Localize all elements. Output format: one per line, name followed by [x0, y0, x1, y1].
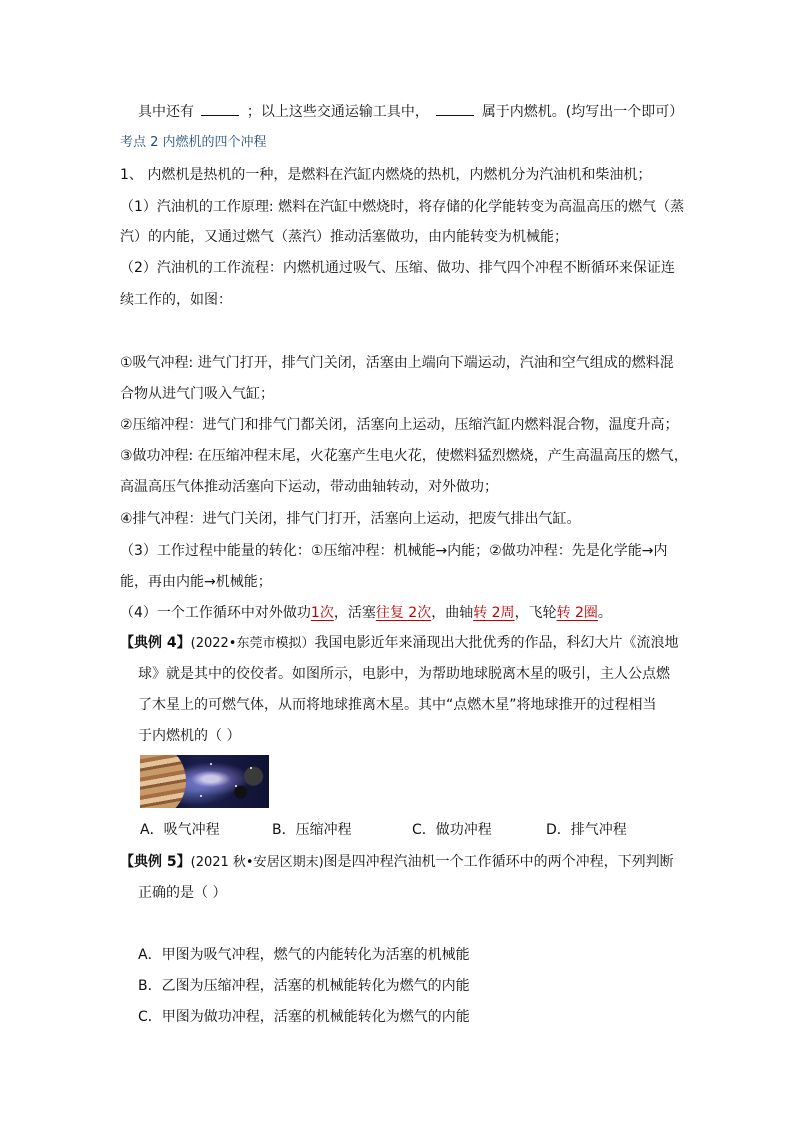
example-tag: 【典例 4】 — [120, 635, 191, 651]
stroke-power-cont: 高温高压气体推动活塞向下运动，带动曲轴转动，对外做功； — [120, 479, 498, 495]
example4-option-b[interactable]: B．压缩冲程 — [272, 822, 352, 838]
example5-option-c[interactable]: C．甲图为做功冲程，活塞的机械能转化为燃气的内能 — [138, 1009, 470, 1025]
text: ；以上这些交通运输工具中， — [246, 104, 429, 120]
stroke-exhaust: ④排气冲程：进气门关闭，排气门打开，活塞向上运动，把废气排出气缸。 — [120, 511, 581, 527]
paragraph: 续工作的，如图： — [120, 292, 232, 308]
energy-conversion: （3）工作过程中能量的转化：①压缩冲程：机械能→内能；②做功冲程：先是化学能→内 — [120, 543, 668, 559]
text: 我国电影近年来涌现出大批优秀的作品，科幻大片《流浪地 — [314, 635, 679, 651]
text: ，飞轮 — [514, 605, 557, 621]
example5-question — [120, 853, 674, 872]
highlight-value: 往复 2次 — [375, 605, 432, 621]
example-tag: 【典例 5】 — [120, 854, 191, 870]
answer-blank[interactable] — [436, 103, 474, 116]
example-source: (2021 秋•安居区期末) — [190, 855, 324, 870]
paragraph: （2）汽油机的工作流程：内燃机通过吸气、压缩、做功、排气四个冲程不断循环来保证连 — [120, 260, 675, 276]
example5-option-a[interactable]: A．甲图为吸气冲程，燃气的内能转化为活塞的机械能 — [138, 947, 470, 963]
example4-question — [120, 634, 678, 653]
paragraph: （1）汽油机的工作原理: 燃料在汽缸中燃烧时，将存储的化学能转变为高温高压的燃气（蒸 — [120, 199, 685, 215]
text: 属于内燃机。(均写出一个即可） — [481, 104, 684, 120]
highlight-value: 1次 — [310, 605, 334, 621]
example4-question-cont: 于内燃机的（ ） — [138, 728, 241, 744]
star — [235, 785, 237, 787]
text: 。 — [597, 605, 612, 621]
jupiter-space-image — [140, 755, 269, 808]
section-heading: 考点 2 内燃机的四个冲程 — [120, 135, 267, 150]
jupiter-planet — [140, 755, 186, 808]
answer-blank[interactable] — [201, 103, 239, 116]
fill-in-line — [138, 103, 683, 121]
highlight-value: 转 2圈 — [556, 605, 598, 621]
stroke-compression: ②压缩冲程：进气门和排气门都关闭，活塞向上运动，压缩汽缸内燃料混合物，温度升高； — [120, 417, 679, 433]
example4-question-cont: 了木星上的可燃气体，从而将地球推离木星。其中“点燃木星”将地球推开的过程相当 — [138, 697, 657, 713]
example5-question-cont: 正确的是（ ） — [138, 885, 227, 901]
paragraph: 汽）的内能，又通过燃气（蒸汽）推动活塞做功，由内能转变为机械能； — [120, 229, 568, 245]
highlight-value: 转 2周 — [473, 605, 515, 621]
text: 图是四冲程汽油机一个工作循环中的两个冲程，下列判断 — [323, 854, 674, 870]
stroke-intake-cont: 合物从进气门吸入气缸； — [120, 386, 274, 402]
example-source: (2022•东莞市模拟） — [190, 636, 315, 651]
example4-question-cont: 球》就是其中的佼佼者。如图所示，电影中，为帮助地球脱离木星的吸引，主人公点燃 — [138, 666, 670, 682]
star — [200, 795, 202, 797]
text: 具中还有 — [138, 104, 194, 120]
stroke-power: ③做功冲程: 在压缩冲程末尾，火花塞产生电火花，使燃料猛烈燃烧，产生高温高压的燃气， — [120, 448, 688, 464]
paragraph: 1、 内燃机是热机的一种，是燃料在汽缸内燃烧的热机，内燃机分为汽油机和柴油机； — [120, 167, 652, 183]
text: ，活塞 — [333, 605, 376, 621]
text: ，曲轴 — [431, 605, 474, 621]
star — [250, 767, 252, 769]
example4-option-d[interactable]: D．排气冲程 — [546, 822, 627, 838]
stroke-intake: ①吸气冲程: 进气门打开，排气门关闭，活塞由上端向下端运动，汽油和空气组成的燃料混 — [120, 355, 674, 371]
text: （4）一个工作循环中对外做功 — [120, 605, 311, 621]
cycle-summary — [120, 604, 612, 622]
example4-option-c[interactable]: C．做功冲程 — [412, 822, 492, 838]
star — [210, 763, 212, 765]
energy-conversion-cont: 能，再由内能→机械能； — [120, 574, 272, 590]
example5-option-b[interactable]: B．乙图为压缩冲程，活塞的机械能转化为燃气的内能 — [138, 978, 470, 994]
example4-option-a[interactable]: A．吸气冲程 — [140, 822, 220, 838]
